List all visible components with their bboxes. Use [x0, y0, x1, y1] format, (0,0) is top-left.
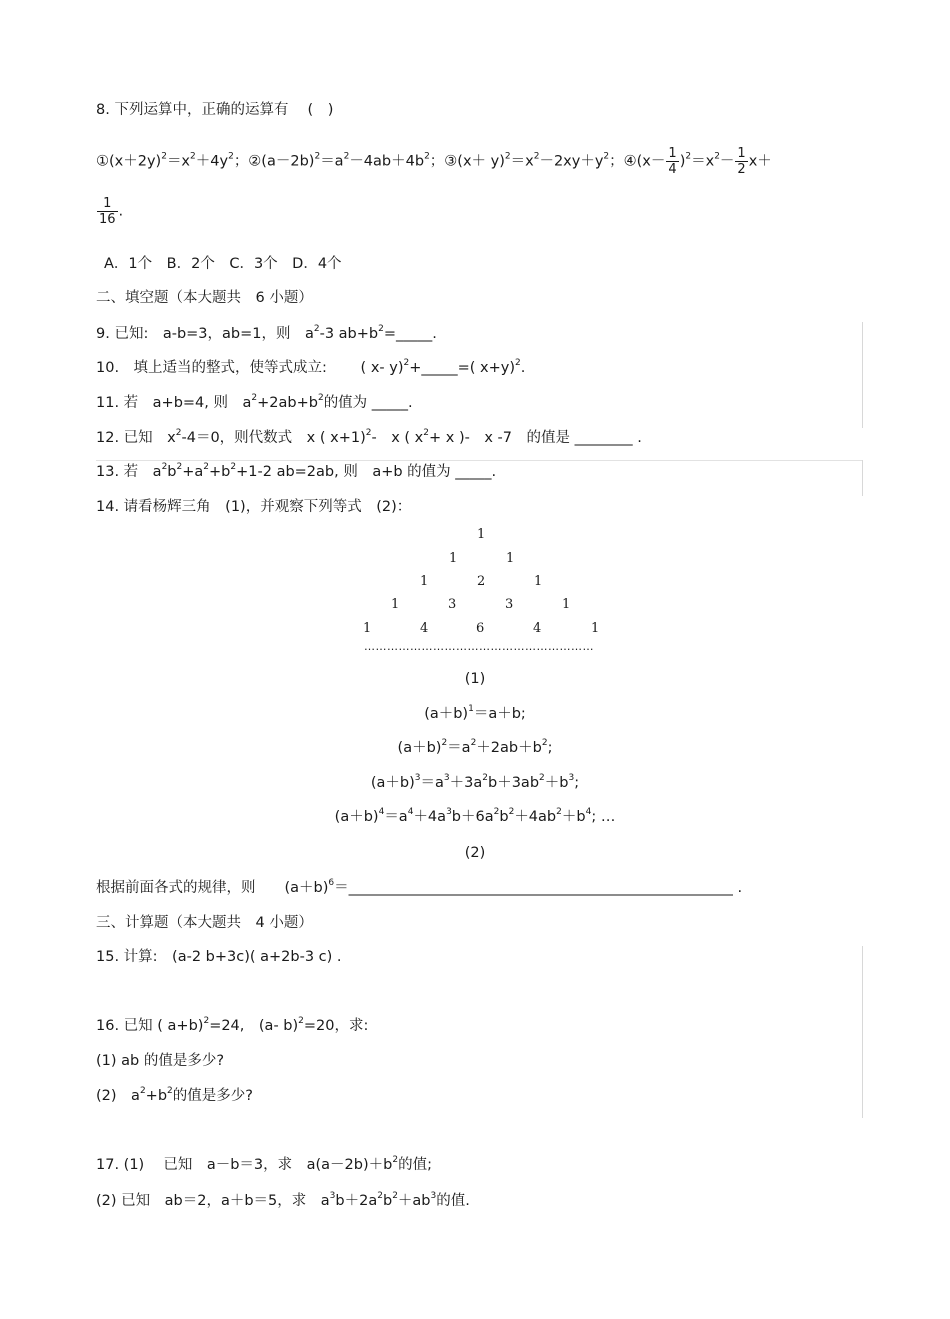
pascal-number: 2 — [477, 574, 486, 589]
question-12: 12. 已知 $x^2-4=0$，则代数式 x ( x+1)$^2$- x ( $x^2+ x$ )- x -7 的值是 ________ . — [96, 428, 642, 446]
divider-line — [862, 946, 863, 1118]
question-16-part-2: (2) $a^2+b^2$的值是多少? — [96, 1086, 253, 1104]
pascal-number: 3 — [448, 597, 457, 612]
equation-2: $(a+b)^2=a^2+2ab+b^2$; — [397, 738, 553, 756]
question-8-stem: 8. 下列运算中，正确的运算有 ( ) — [96, 102, 334, 118]
section-2-title: 二、填空题（本大题共 6 小题） — [96, 290, 313, 306]
pascal-number: 1 — [506, 551, 515, 566]
q8-item-3: ；③(x＋ y) — [429, 153, 505, 170]
pascal-number: 4 — [533, 621, 542, 636]
q8-item-2: ；②(a－2b) — [233, 153, 315, 170]
pascal-triangle — [363, 522, 599, 656]
equation-1: $(a+b)^1=a+b$; — [424, 704, 526, 722]
question-13: 13. 若 $a^2b^2+a^2+b^2+1-2$ ab=2ab, 则 a+b 的值为 _____. — [96, 462, 497, 480]
figure-label-2: (2) — [464, 845, 486, 861]
question-8-items: $①(x+2y)^2=x^2+4y^2$；$②(a-2b)^2=a^2-4ab+4b^2$；③(x＋ $y)^2=x^2-2xy+y^2$；④(x－ $\frac{1}{4}$ )$^2=x^2-$ $\frac{1}{2}$ x＋ — [96, 146, 772, 177]
pascal-number: 1 — [477, 527, 486, 542]
question-11: 11. 若 a+b=4, 则 $a^2+2ab+b^2$的值为 _____. — [96, 393, 413, 411]
question-10: 10. 填上适当的整式，使等式成立: ( x- y)$^2$+_____=( x+y)$^2$. — [96, 358, 526, 376]
question-15: 15. 计算: (a-2 b+3c)( a+2b-3 c) . — [96, 949, 342, 965]
section-3-title: 三、计算题（本大题共 4 小题） — [96, 915, 313, 931]
q8-trailing-fraction: $\frac{1}{16}$ . — [99, 196, 124, 227]
divider-line — [96, 460, 863, 461]
pascal-dots: …………………………………………………… — [364, 640, 594, 653]
question-17-part-2: (2) 已知 ab＝2，a＋b＝5，求 $a^3b+2a^2b^2+ab^3$的值. — [96, 1191, 470, 1209]
q8-item-4: ；④(x－ — [609, 153, 666, 170]
pascal-number: 6 — [476, 621, 485, 636]
q8-item-1: ①(x＋2y) — [96, 153, 162, 170]
pascal-number: 1 — [562, 597, 571, 612]
pascal-number: 1 — [363, 621, 372, 636]
equation-3: $(a+b)^3=a^3+3a^2b+3ab^2+b^3$; — [370, 773, 580, 791]
pascal-number: 3 — [505, 597, 514, 612]
equation-4: $(a+b)^4=a^4+4a^3b+6a^2b^2+4ab^2+b^4$; … — [334, 807, 616, 825]
pascal-number: 4 — [420, 621, 429, 636]
divider-line — [862, 460, 863, 496]
fraction-one-half: $\frac{1}{2}$ — [737, 146, 746, 177]
pascal-number: 1 — [420, 574, 429, 589]
fraction-one-quarter: $\frac{1}{4}$ — [668, 146, 677, 177]
pascal-number: 1 — [449, 551, 458, 566]
figure-label-1: (1) — [464, 671, 486, 687]
divider-line — [862, 322, 863, 428]
fraction-one-sixteenth: $\frac{1}{16}$ — [99, 196, 116, 227]
rule-question: 根据前面各式的规律，则 $(a+b)^6=\_\_\_\_\_\_\_\_\_\_\_\_\_\_\_\_\_\_\_\_\_\_\_\_\_\_\_\_\_\_\_\_\_\_\_\_\_\_\_\_\_\_\_\_\_\_\_\_\_\_\_\_\_$ . — [96, 878, 743, 896]
question-16: 16. 已知 ( a+b)$^2$=24, (a- b)$^2$=20，求: — [96, 1016, 369, 1034]
pascal-number: 1 — [391, 597, 400, 612]
pascal-number: 1 — [591, 621, 600, 636]
question-8-options: A．1个 B．2个 C．3个 D．4个 — [104, 256, 342, 272]
question-9: 9. 已知: a-b=3，ab=1，则 $a^2-3$ $ab+b^2=\_\_\_\_\_$. — [96, 324, 437, 342]
question-14: 14. 请看杨辉三角 (1)，并观察下列等式 (2)： — [96, 499, 412, 515]
pascal-number: 1 — [534, 574, 543, 589]
question-17-part-1: 17. (1) 已知 a－b＝3，求 $a(a-2b)+b^2$的值; — [96, 1155, 432, 1173]
question-16-part-1: (1) ab 的值是多少? — [96, 1053, 225, 1069]
